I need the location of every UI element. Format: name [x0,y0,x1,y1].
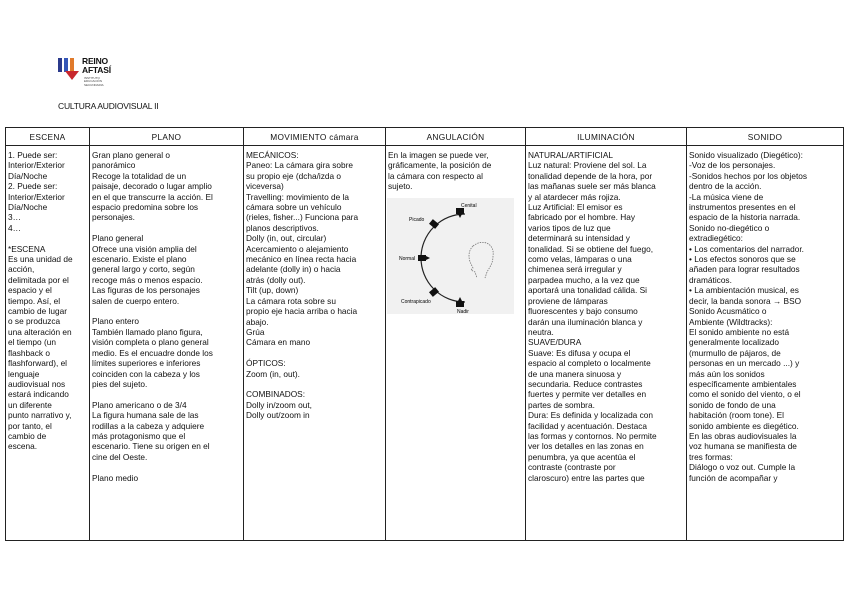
text-line: habitación (room tone). El [689,410,785,421]
logo-subtext: INSTITUTO EDUCACIÓN SECUNDARIA [84,76,104,87]
text-line: punto narrativo y, [8,410,72,421]
text-line: general largo y corto, según [92,264,195,275]
camera-angles-diagram [387,198,514,314]
text-line: un diferente [8,399,52,410]
text-line: cambio de lugar [8,306,68,317]
text-line: aportará una tonalidad cálida. Si [528,285,648,296]
text-line: Ambiente (Wildtracks): [689,316,773,327]
text-line: el tiempo (un [8,337,56,348]
camera-normal-icon [418,255,430,261]
cell-plano [90,146,244,541]
text-line: En la imagen se puede ver, [388,150,489,160]
text-line: claroscuro) entre las partes que [528,472,645,483]
cell-escena [6,146,90,541]
text-line [246,379,383,389]
school-logo [58,56,128,98]
text-line: panorámico [92,160,136,171]
text-line: facilidad y acentuación. Destaca [528,420,647,431]
text-line: chimenea será irregular y [528,264,622,275]
text-line: (rieles, fisher...) Funciona para [246,212,359,223]
text-line: Interior/Exterior [8,191,65,202]
text-line: varios tipos de luz que [528,222,611,233]
summary-table [5,127,844,541]
text-line: planos descriptivos. [246,222,319,233]
text-line: Dura: Es definida y localizada con [528,410,653,421]
text-line: Es una unidad de [8,254,73,265]
text-line: específicamente ambientales [689,378,797,389]
text-line: Día/Noche [8,202,48,213]
text-line: las formas y contornos. No permite [528,430,657,441]
text-line: El sonido ambiente no está [689,326,790,337]
label-nadir: Nadir [457,308,469,314]
text-line: personas en un mercado ...) y [689,358,800,369]
text-line: las mañanas suele ser más blanca [528,181,656,192]
iluminacion-text [526,146,686,483]
text-line: También llamado plano figura, [92,326,203,337]
text-line: Dolly in/zoom out, [246,399,312,410]
text-line: audiovisual nos [8,378,66,389]
text-line: La figura humana sale de las [92,410,199,421]
text-line: fluorescentes y bajo consumo [528,306,638,317]
text-line: 3… [8,212,21,223]
text-line: gráficamente, la posición de [388,160,492,171]
sonido-text [687,146,843,483]
text-line: *ESCENA [8,243,46,254]
text-line: NATURAL/ARTIFICIAL [528,150,613,160]
text-line: flashback o [8,347,50,358]
text-line: pies del sujeto. [92,378,148,389]
text-line: Dolly out/zoom in [246,410,310,421]
text-line: Acercamiento o alejamiento [246,243,349,254]
text-line: extradiegético: [689,233,743,244]
column-header-movimiento: MOVIMIENTO cámara [244,128,386,146]
text-line: ÓPTICOS: [246,358,286,369]
text-line: dramáticos. [689,274,732,285]
text-line: viceversa) [246,181,284,192]
text-line: la cámara con respecto al [388,170,484,181]
text-line: fuertes y permite ver detalles en [528,389,647,400]
text-line: delimitada por el [8,274,69,285]
text-line: SUAVE/DURA [528,337,582,348]
text-line: MECÁNICOS: [246,150,299,160]
text-line: 2. Puede ser: [8,181,58,192]
text-line [92,462,241,472]
text-line: penumbra, ya que acentúa el [528,451,636,462]
text-line: salen de cuerpo entero. [92,295,180,306]
text-line: dentro de la acción. [689,181,762,192]
text-line: rodillas a la cabeza y adquiere [92,420,205,431]
text-line: o se produzca [8,316,61,327]
text-line: cine del Oeste. [92,451,148,462]
text-line: escenario. Existe el plano [92,254,187,265]
text-line: más aún los sonidos [689,368,765,379]
cell-iluminacion [526,146,687,541]
text-line: • Los comentarios del narrador. [689,243,804,254]
text-line: Cámara en mano [246,337,311,348]
text-line: como velas, lámparas o una [528,254,632,265]
head-profile-icon [469,242,493,278]
cell-sonido [687,146,844,541]
text-line: su propio eje (dcha/izda o [246,170,342,181]
text-line: Sonido no-diegético o [689,222,770,233]
label-cenital: Cenital [461,202,477,209]
text-line: -Sonidos hechos por los objetos [689,170,808,181]
logo-mark-icon [58,58,80,78]
text-line: Día/Noche [8,170,48,181]
text-line: tonalidad depende de la hora, por [528,170,653,181]
text-line: límites superiores e inferiores [92,358,201,369]
text-line: (murmullo de pájaros, de [689,347,781,358]
text-line: por tanto, el [8,420,52,431]
text-line: generalmente localizado [689,337,779,348]
text-line [92,389,241,399]
text-line: contraste (contraste por [528,462,616,473]
label-normal: Normal [399,255,416,262]
text-line: sonido ambiente es diegético. [689,420,799,431]
text-line [92,223,241,233]
text-line: -La música viene de [689,191,764,202]
text-line: secundaria. Reduce contrastes [528,378,643,389]
text-line: 1. Puede ser: [8,150,58,160]
logo-text: REINO AFTASÍ [82,56,111,75]
text-line [246,348,383,358]
text-line: espacio de la historia narrada. [689,212,801,223]
text-line: neutra. [528,326,554,337]
text-line: lenguaje [8,368,40,379]
column-header-sonido: SONIDO [687,128,844,146]
text-line: Ofrece una visión amplia del [92,243,197,254]
text-line [92,306,241,316]
text-line: añaden para lograr resultados [689,264,800,275]
text-line: estará indicando [8,389,69,400]
header-row [6,128,844,146]
text-line: y al atardecer más rojiza. [528,191,621,202]
text-line: espacio al completo o localmente [528,358,651,369]
text-line: Tilt (up, down) [246,285,299,296]
text-line: partes de sombra. [528,399,595,410]
text-line: darán una iluminación blanca y [528,316,643,327]
text-line: recoge más o menos espacio. [92,274,203,285]
text-line: Plano medio [92,472,139,483]
text-line: Plano americano o de 3/4 [92,399,187,410]
text-line: • Los efectos sonoros que se [689,254,796,265]
text-line: determinará su intensidad y [528,233,630,244]
text-line: personajes. [92,212,135,223]
text-line: abajo. [246,316,269,327]
text-line: espacio predomina sobre los [92,202,199,213]
text-line: paisaje, decorado o lugar amplio [92,181,212,192]
escena-text [6,146,89,452]
text-line: tonalidad. Si se obtiene del fuego, [528,243,654,254]
text-line: mecánico en línea recta hacia [246,254,357,265]
text-line: ver los detalles en las zonas en [528,441,644,452]
text-line: medio. Es el encuadre donde los [92,347,213,358]
text-line: Zoom (in, out). [246,368,300,379]
course-title: CULTURA AUDIOVISUAL II [58,101,159,111]
camera-picado-icon [429,219,439,229]
text-line: Diálogo o voz out. Cumple la [689,462,796,473]
camera-contrapicado-icon [429,287,439,297]
text-line: adelante (dolly in) o hacia [246,264,341,275]
movimiento-text [244,146,385,421]
text-line: una alteración en [8,326,72,337]
text-line: espacio y el [8,285,52,296]
text-line: como el sonido del viento, o el [689,389,801,400]
text-line: tiempo. Así, el [8,295,61,306]
text-line: fabricado por el hombre. Hay [528,212,635,223]
text-line: Paneo: La cámara gira sobre [246,160,354,171]
text-line: Las figuras de los personajes [92,285,200,296]
text-line: Luz Artificial: El emisor es [528,202,623,213]
text-line: proviene de lámparas [528,295,608,306]
text-line: más protagonismo que el [92,430,186,441]
column-header-plano: PLANO [90,128,244,146]
angulacion-text [386,146,525,192]
text-line: escenario. Tiene su origen en el [92,441,210,452]
text-line: COMBINADOS: [246,389,306,400]
text-line: Luz natural: Proviene del sol. La [528,160,647,171]
text-line: cámara sobre un vehículo [246,202,342,213]
label-contrapicado: Contrapicado [401,298,431,305]
text-line: -Voz de los personajes. [689,160,776,171]
text-line: La cámara rota sobre su [246,295,336,306]
text-line: sonido de fondo de una [689,399,776,410]
text-line: en el que transcurre la acción. El [92,191,213,202]
text-line: En las obras audiovisuales la [689,430,797,441]
text-line: de una manera sinuosa y [528,368,622,379]
text-line: acción, [8,264,35,275]
column-header-escena: ESCENA [6,128,90,146]
text-line: • La ambientación musical, es [689,285,799,296]
cell-angulacion [386,146,526,541]
text-line: Plano entero [92,316,140,327]
text-line: instrumentos presentes en el [689,202,796,213]
text-line: flashforward), el [8,358,68,369]
text-line: escena. [8,441,38,452]
column-header-angulacion: ANGULACIÓN [386,128,526,146]
text-line: Interior/Exterior [8,160,65,171]
text-line: propio eje hacia arriba o hacia [246,306,358,317]
text-line: atrás (dolly out). [246,274,306,285]
text-line: Gran plano general o [92,150,170,160]
text-line: Dolly (in, out, circular) [246,233,327,244]
text-line: Suave: Es difusa y ocupa el [528,347,631,358]
text-line: cambio de [8,430,47,441]
text-line: voz humana se manifiesta de [689,441,797,452]
content-row [6,146,844,541]
text-line: decir, la banda sonora → BSO [689,295,802,306]
text-line: Travelling: movimiento de la [246,191,349,202]
text-line: sujeto. [388,181,413,192]
text-line: 4… [8,222,21,233]
text-line: tres formas: [689,451,733,462]
text-line: coinciden con la cabeza y los [92,368,200,379]
text-line: parpadea mucho, a la vez que [528,274,640,285]
text-line: visión completa o plano general [92,337,209,348]
text-line: Grúa [246,326,265,337]
text-line: Plano general [92,233,144,244]
text-line: Sonido visualizado (Diegético): [689,150,803,160]
text-line [8,233,87,243]
plano-text [90,146,243,483]
text-line: función de acompañar y [689,472,778,483]
camera-cenital-icon [456,208,464,218]
text-line: Sonido Acusmático o [689,306,767,317]
cell-movimiento [244,146,386,541]
column-header-iluminacion: ILUMINACIÓN [526,128,687,146]
camera-nadir-icon [456,297,464,307]
label-picado: Picado [409,216,425,223]
text-line: Recoge la totalidad de un [92,170,187,181]
